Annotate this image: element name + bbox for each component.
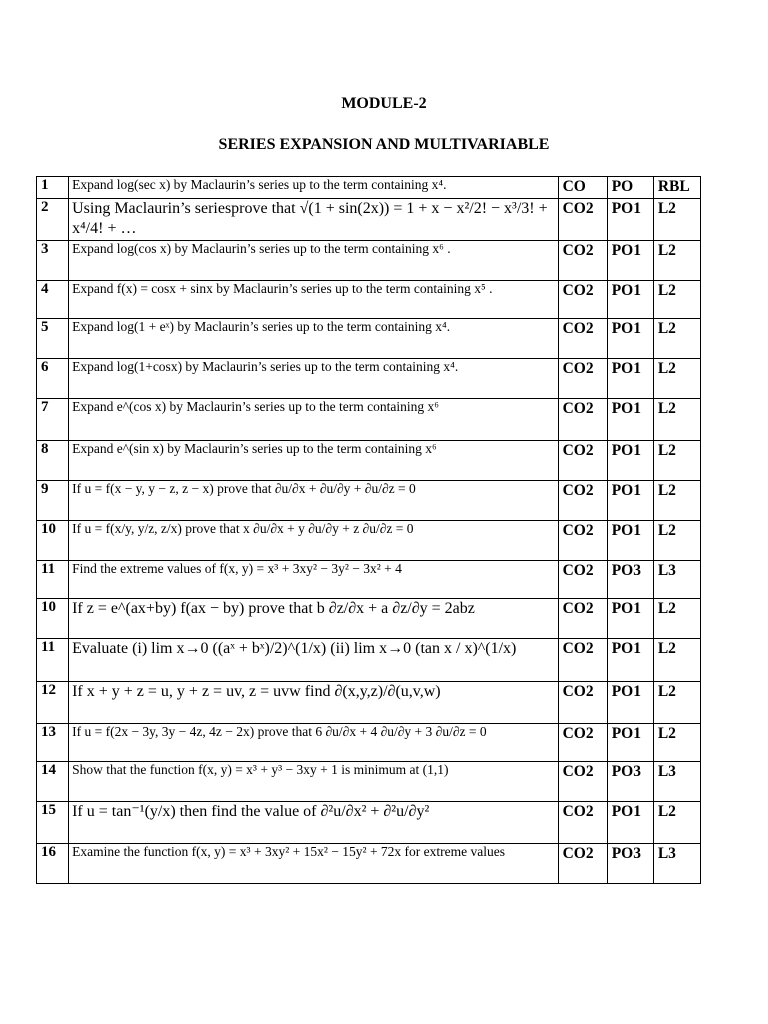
co-cell: CO2 bbox=[558, 281, 607, 319]
rbl-cell: L2 bbox=[653, 399, 700, 441]
question-number: 4 bbox=[37, 281, 69, 319]
question-number: 10 bbox=[37, 599, 69, 639]
question-text: If z = e^(ax+by) f(ax − by) prove that b ∂z/∂x + a ∂z/∂y = 2abz bbox=[69, 599, 558, 639]
header-po: PO bbox=[607, 177, 653, 199]
question-number: 15 bbox=[37, 802, 69, 844]
co-cell: CO2 bbox=[558, 762, 607, 802]
table-row bbox=[37, 399, 701, 441]
question-number: 11 bbox=[37, 561, 69, 599]
po-cell: PO1 bbox=[607, 441, 653, 481]
po-cell: PO1 bbox=[607, 802, 653, 844]
question-number: 6 bbox=[37, 359, 69, 399]
table-row bbox=[37, 802, 701, 844]
question-number: 9 bbox=[37, 481, 69, 521]
co-cell: CO2 bbox=[558, 639, 607, 682]
co-cell: CO2 bbox=[558, 724, 607, 762]
co-cell: CO2 bbox=[558, 199, 607, 241]
co-cell: CO2 bbox=[558, 399, 607, 441]
co-cell: CO2 bbox=[558, 802, 607, 844]
co-cell: CO2 bbox=[558, 319, 607, 359]
question-number: 11 bbox=[37, 639, 69, 682]
co-cell: CO2 bbox=[558, 441, 607, 481]
co-cell: CO2 bbox=[558, 844, 607, 884]
po-cell: PO1 bbox=[607, 599, 653, 639]
question-number: 2 bbox=[37, 199, 69, 241]
question-table-body bbox=[37, 177, 701, 884]
rbl-cell: L2 bbox=[653, 319, 700, 359]
po-cell: PO1 bbox=[607, 724, 653, 762]
question-text: Find the extreme values of f(x, y) = x³ + 3xy² − 3y² − 3x² + 4 bbox=[69, 561, 558, 599]
question-number: 1 bbox=[37, 177, 69, 199]
question-text: Expand e^(sin x) by Maclaurin’s series up to the term containing x⁶ bbox=[69, 441, 558, 481]
question-text: If x + y + z = u, y + z = uv, z = uvw find ∂(x,y,z)/∂(u,v,w) bbox=[69, 682, 558, 724]
question-text: Expand f(x) = cosx + sinx by Maclaurin’s series up to the term containing x⁵ . bbox=[69, 281, 558, 319]
rbl-cell: L2 bbox=[653, 599, 700, 639]
rbl-cell: L2 bbox=[653, 802, 700, 844]
co-cell: CO2 bbox=[558, 241, 607, 281]
rbl-cell: L2 bbox=[653, 682, 700, 724]
question-text: If u = f(x − y, y − z, z − x) prove that ∂u/∂x + ∂u/∂y + ∂u/∂z = 0 bbox=[69, 481, 558, 521]
question-number: 7 bbox=[37, 399, 69, 441]
module-title: MODULE-2 bbox=[341, 95, 427, 112]
question-text: Show that the function f(x, y) = x³ + y³ − 3xy + 1 is minimum at (1,1) bbox=[69, 762, 558, 802]
co-cell: CO2 bbox=[558, 521, 607, 561]
table-row bbox=[37, 844, 701, 884]
rbl-cell: L2 bbox=[653, 281, 700, 319]
co-cell: CO2 bbox=[558, 481, 607, 521]
co-cell: CO2 bbox=[558, 599, 607, 639]
question-number: 13 bbox=[37, 724, 69, 762]
table-row bbox=[37, 199, 701, 241]
po-cell: PO1 bbox=[607, 521, 653, 561]
rbl-cell: L2 bbox=[653, 521, 700, 561]
co-cell: CO2 bbox=[558, 682, 607, 724]
po-cell: PO1 bbox=[607, 199, 653, 241]
question-number: 5 bbox=[37, 319, 69, 359]
question-text: Using Maclaurin’s seriesprove that √(1 + sin(2x)) = 1 + x − x²/2! − x³/3! + x⁴/4! + … bbox=[69, 199, 558, 241]
question-text: If u = tan⁻¹(y/x) then find the value of ∂²u/∂x² + ∂²u/∂y² bbox=[69, 802, 558, 844]
table-row bbox=[37, 177, 701, 199]
rbl-cell: L3 bbox=[653, 762, 700, 802]
po-cell: PO1 bbox=[607, 281, 653, 319]
table-row bbox=[37, 481, 701, 521]
table-row bbox=[37, 599, 701, 639]
header-rbl: RBL bbox=[653, 177, 700, 199]
rbl-cell: L2 bbox=[653, 441, 700, 481]
question-text: Expand log(cos x) by Maclaurin’s series up to the term containing x⁶ . bbox=[69, 241, 558, 281]
module-subtitle: SERIES EXPANSION AND MULTIVARIABLE bbox=[218, 136, 550, 153]
table-row bbox=[37, 762, 701, 802]
table-row bbox=[37, 281, 701, 319]
rbl-cell: L2 bbox=[653, 359, 700, 399]
table-row bbox=[37, 241, 701, 281]
question-text: Examine the function f(x, y) = x³ + 3xy² + 15x² − 15y² + 72x for extreme values bbox=[69, 844, 558, 884]
question-number: 14 bbox=[37, 762, 69, 802]
question-text: If u = f(x/y, y/z, z/x) prove that x ∂u/∂x + y ∂u/∂y + z ∂u/∂z = 0 bbox=[69, 521, 558, 561]
po-cell: PO3 bbox=[607, 561, 653, 599]
po-cell: PO1 bbox=[607, 399, 653, 441]
rbl-cell: L2 bbox=[653, 639, 700, 682]
question-number: 12 bbox=[37, 682, 69, 724]
table-row bbox=[37, 682, 701, 724]
po-cell: PO1 bbox=[607, 359, 653, 399]
rbl-cell: L3 bbox=[653, 844, 700, 884]
table-row bbox=[37, 441, 701, 481]
po-cell: PO3 bbox=[607, 844, 653, 884]
co-cell: CO2 bbox=[558, 561, 607, 599]
question-text: Expand log(sec x) by Maclaurin’s series up to the term containing x⁴. bbox=[69, 177, 558, 199]
table-row bbox=[37, 319, 701, 359]
po-cell: PO1 bbox=[607, 682, 653, 724]
question-text: Expand log(1 + eˣ) by Maclaurin’s series up to the term containing x⁴. bbox=[69, 319, 558, 359]
po-cell: PO1 bbox=[607, 241, 653, 281]
table-row bbox=[37, 724, 701, 762]
rbl-cell: L2 bbox=[653, 241, 700, 281]
po-cell: PO3 bbox=[607, 762, 653, 802]
co-cell: CO2 bbox=[558, 359, 607, 399]
rbl-cell: L2 bbox=[653, 199, 700, 241]
question-number: 10 bbox=[37, 521, 69, 561]
table-row bbox=[37, 561, 701, 599]
table-row bbox=[37, 521, 701, 561]
po-cell: PO1 bbox=[607, 639, 653, 682]
header-co: CO bbox=[558, 177, 607, 199]
rbl-cell: L2 bbox=[653, 724, 700, 762]
po-cell: PO1 bbox=[607, 481, 653, 521]
question-number: 3 bbox=[37, 241, 69, 281]
question-text: Expand log(1+cosx) by Maclaurin’s series up to the term containing x⁴. bbox=[69, 359, 558, 399]
question-number: 16 bbox=[37, 844, 69, 884]
question-text: Expand e^(cos x) by Maclaurin’s series up to the term containing x⁶ bbox=[69, 399, 558, 441]
question-text: If u = f(2x − 3y, 3y − 4z, 4z − 2x) prove that 6 ∂u/∂x + 4 ∂u/∂y + 3 ∂u/∂z = 0 bbox=[69, 724, 558, 762]
rbl-cell: L3 bbox=[653, 561, 700, 599]
table-row bbox=[37, 359, 701, 399]
po-cell: PO1 bbox=[607, 319, 653, 359]
question-table bbox=[36, 176, 701, 884]
rbl-cell: L2 bbox=[653, 481, 700, 521]
question-text: Evaluate (i) lim x→0 ((aˣ + bˣ)/2)^(1/x) (ii) lim x→0 (tan x / x)^(1/x) bbox=[69, 639, 558, 682]
table-row bbox=[37, 639, 701, 682]
question-number: 8 bbox=[37, 441, 69, 481]
